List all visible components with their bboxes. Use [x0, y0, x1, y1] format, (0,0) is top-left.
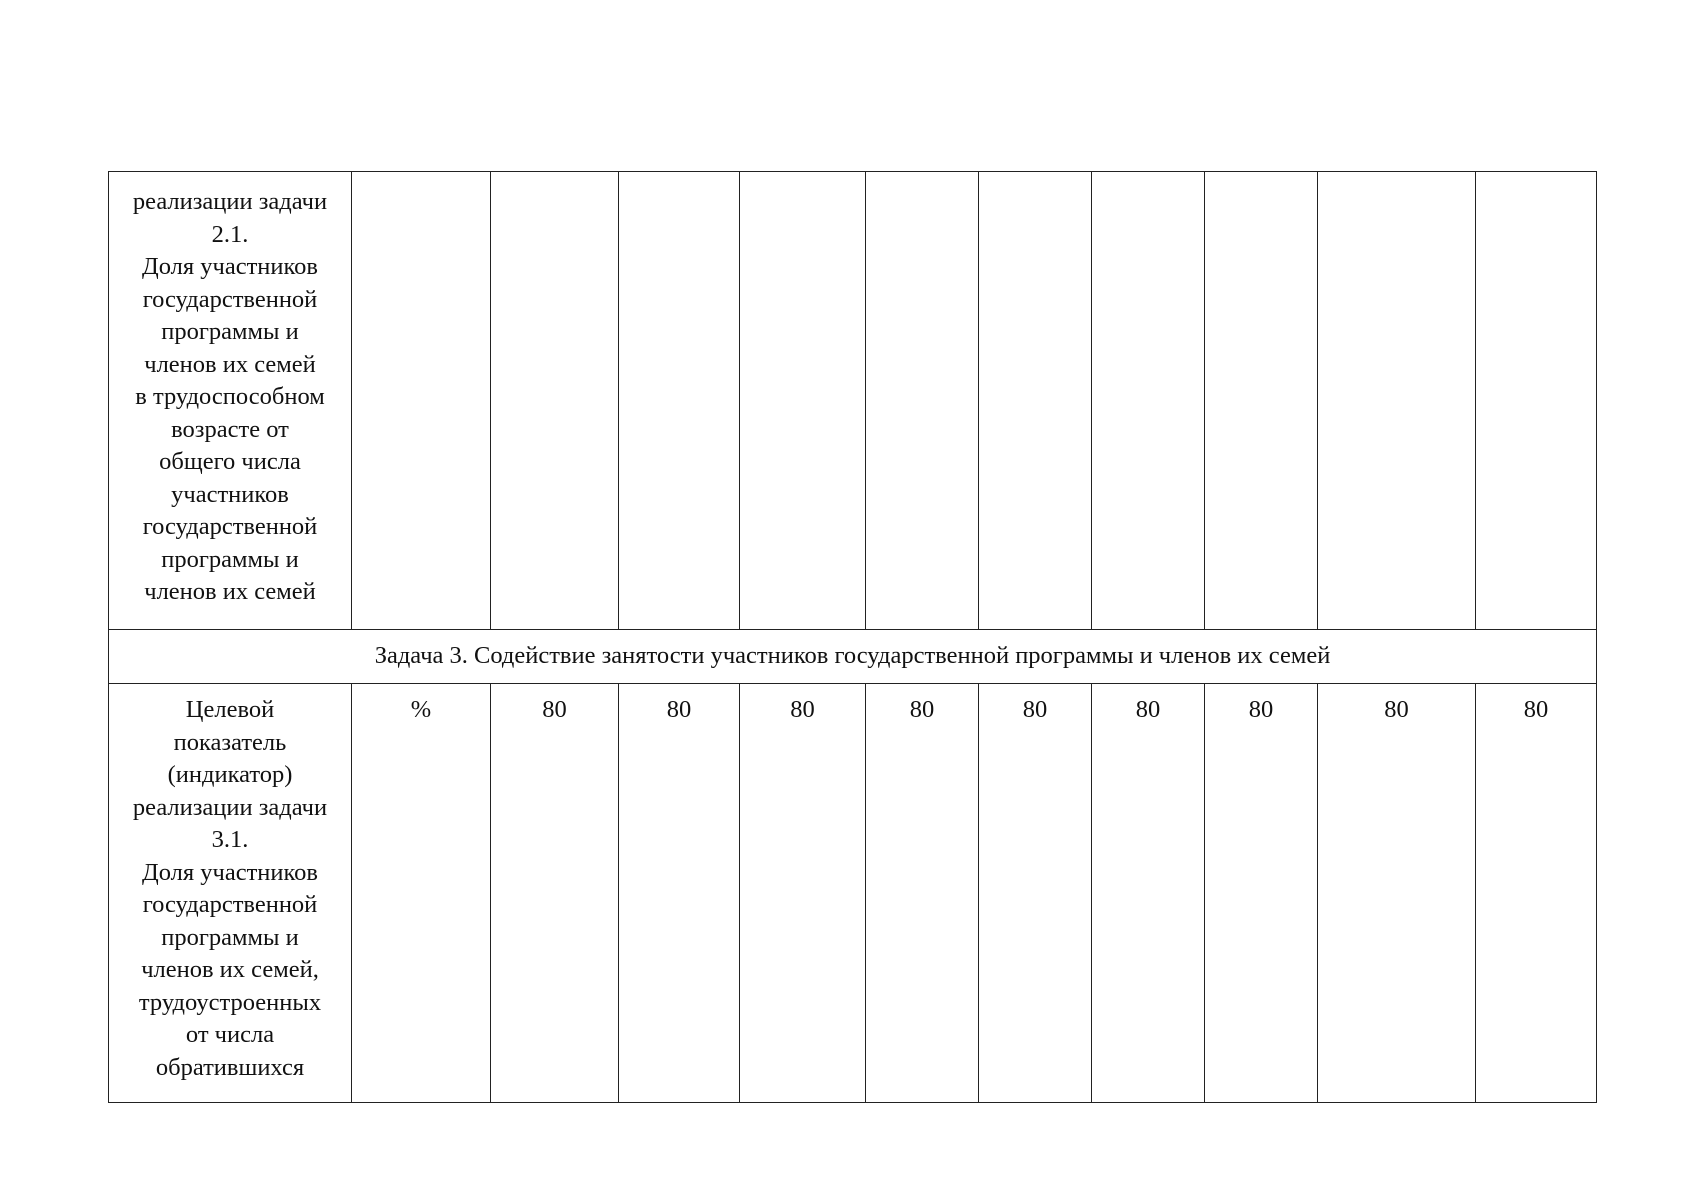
value-cell: 80	[740, 684, 866, 1103]
value-cell	[1092, 172, 1205, 630]
value-cell: 80	[1318, 684, 1476, 1103]
value-cell	[740, 172, 866, 630]
indicator-2-1-label: реализации задачи 2.1. Доля участников государственной программы и членов их семей в трудоспособном возрасте от общего числа участников государственной программы и членов их семей	[109, 172, 352, 630]
value-cell	[1476, 172, 1597, 630]
table-row	[109, 172, 1597, 630]
value-cell: 80	[1205, 684, 1318, 1103]
section-header-row	[109, 630, 1597, 684]
value-cell: 80	[866, 684, 979, 1103]
value-cell: 80	[979, 684, 1092, 1103]
value-cell	[979, 172, 1092, 630]
value-cell: 80	[619, 684, 740, 1103]
task-3-header: Задача 3. Содействие занятости участников государственной программы и членов их семей	[109, 630, 1597, 684]
value-cell	[491, 172, 619, 630]
indicators-table	[108, 171, 1597, 1103]
value-cell: 80	[1476, 684, 1597, 1103]
unit-cell: %	[352, 684, 491, 1103]
value-cell	[1318, 172, 1476, 630]
value-cell: 80	[1092, 684, 1205, 1103]
value-cell	[1205, 172, 1318, 630]
table-row	[109, 684, 1597, 1103]
value-cell	[619, 172, 740, 630]
indicator-3-1-label: Целевой показатель (индикатор) реализации задачи 3.1. Доля участников государственной программы и членов их семей, трудоустроенных от числа обратившихся	[109, 684, 352, 1103]
value-cell: 80	[491, 684, 619, 1103]
value-cell	[866, 172, 979, 630]
unit-cell	[352, 172, 491, 630]
